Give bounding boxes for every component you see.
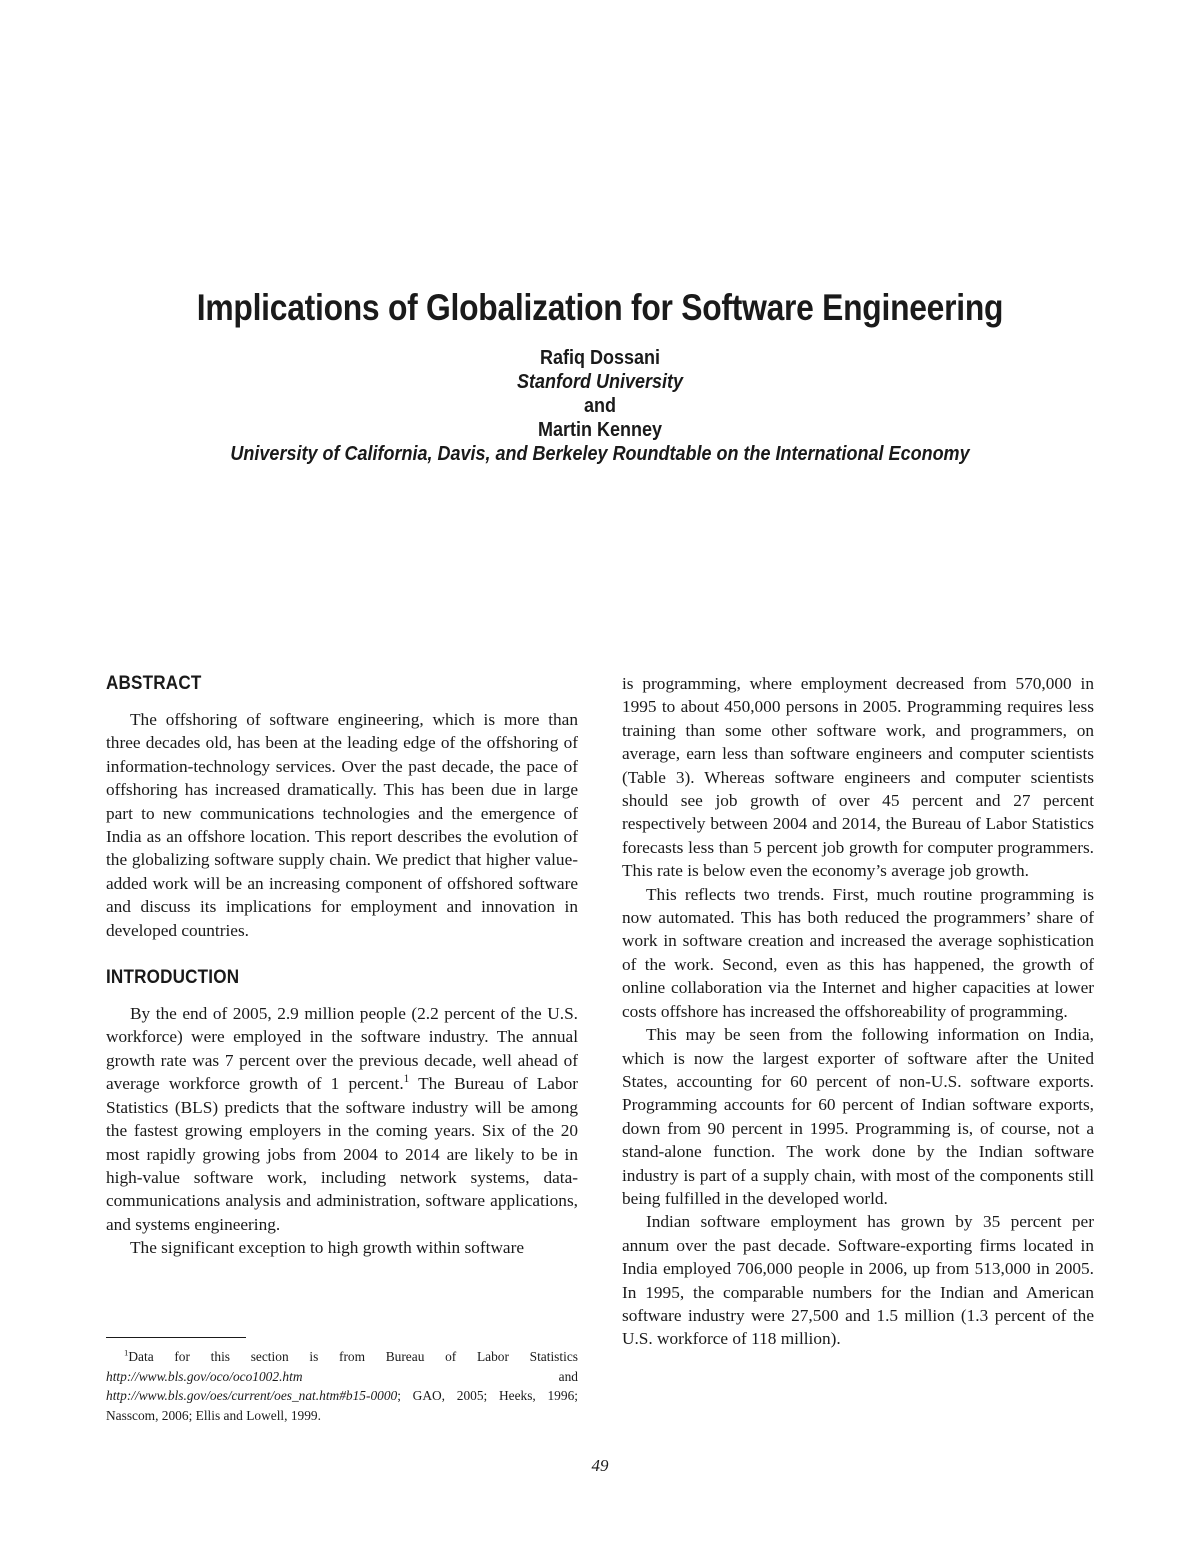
- affiliation-1: Stanford University: [516, 371, 684, 393]
- footnote-reference[interactable]: 1: [403, 1073, 410, 1086]
- author-1: Rafiq Dossani: [539, 347, 661, 369]
- footnote-divider: [106, 1337, 246, 1338]
- intro-paragraph-1: [106, 1002, 578, 1236]
- footnote-link-2[interactable]: http://www.bls.gov/oes/current/oes_nat.htm#b15-0000: [106, 1388, 398, 1403]
- introduction-heading: INTRODUCTION: [106, 967, 240, 989]
- right-column: [622, 672, 1094, 1351]
- intro-paragraph-4: This may be seen from the following information on India, which is now the largest exporter of software after the United States, accounting for 60 percent of non-U.S. software exports. Programming accounts for 60 percent of Indian software exports, down from 90 percent in 1995. Programming is, of course, not a stand-alone function. The work done by the Indian software industry is part of a supply chain, with most of the components still being fulfilled in the developed world.: [622, 1025, 1094, 1208]
- abstract-paragraph: The offshoring of software engineering, which is more than three decades old, has been at the leading edge of the offshoring of information-technology services. Over the past decade, the pace of offshoring has increased dramatically. This has been due in large part to new communications technologies and the emergence of India as an offshore location. This report describes the evolution of the globalizing software supply chain. We predict that higher value-added work will be an increasing component of offshored software and discuss its implications for employment and innovation in developed countries.: [106, 710, 578, 940]
- footnote-link-1[interactable]: http://www.bls.gov/oco/oco1002.htm: [106, 1368, 303, 1384]
- page-number: 49: [591, 1456, 609, 1475]
- intro-p1-text-b: The Bureau of Labor Statistics (BLS) predicts that the software industry will be among the fastest growing employers in the coming years. Six of the 20 most rapidly growing jobs from 2004 to 2014 are likely to be in high-value software work, including network systems, data-communications analysis and administration, software applications, and systems engineering.: [106, 1074, 578, 1234]
- intro-paragraph-5: Indian software employment has grown by 35 percent per annum over the past decade. Software-exporting firms located in India employed 706,000 people in 2006, up from 513,000 in 2005. In 1995, the comparable numbers for the Indian and American software industry were 27,500 and 1.5 million (1.3 percent of the U.S. workforce of 118 million).: [622, 1212, 1094, 1349]
- paper-header: [0, 282, 1200, 466]
- footnote-text-start: Data for this section is from Bureau of Labor Statistics: [128, 1349, 578, 1364]
- paper-title: Implications of Globalization for Software Engineering: [196, 287, 1004, 328]
- author-2: Martin Kenney: [537, 419, 663, 441]
- intro-p1-text-a: By the end of 2005, 2.9 million people (2.2 percent of the U.S. workforce) were employed in the software industry. The annual growth rate was 7 percent over the previous decade, well ahead of average workforce growth of 1 percent.: [106, 1004, 578, 1094]
- author-conjunction: and: [583, 395, 617, 417]
- footnote-text-and: and: [302, 1368, 578, 1384]
- left-column: [106, 672, 578, 1260]
- abstract-heading: ABSTRACT: [106, 673, 202, 694]
- footnote-text-end: ; GAO, 2005; Heeks, 1996; Nasscom, 2006; Ellis and Lowell, 1999.: [106, 1388, 578, 1423]
- intro-paragraph-2-start: The significant exception to high growth within software: [130, 1238, 525, 1258]
- footnote-marker: 1: [124, 1347, 129, 1358]
- affiliation-2: University of California, Davis, and Berkeley Roundtable on the International Economy: [230, 443, 970, 465]
- footnote-1: [106, 1347, 578, 1425]
- intro-paragraph-2-continued: is programming, where employment decreased from 570,000 in 1995 to about 450,000 persons in 2005. Programming requires less training than some other software work, and programmers, on average, earn less than software engineers and computer scientists (Table 3). Whereas software engineers and computer scientists should see job growth of over 45 percent and 27 percent respectively between 2004 and 2014, the Bureau of Labor Statistics forecasts less than 5 percent job growth for computer programmers. This rate is below even the economy’s average job growth.: [622, 674, 1094, 881]
- intro-paragraph-3: This reflects two trends. First, much routine programming is now automated. This has both reduced the programmers’ share of work in software creation and increased the average sophistication of the work. Second, even as this has happened, the growth of online collaboration via the Internet and higher capacities at lower costs offshore has increased the offshoreability of programming.: [622, 884, 1094, 1021]
